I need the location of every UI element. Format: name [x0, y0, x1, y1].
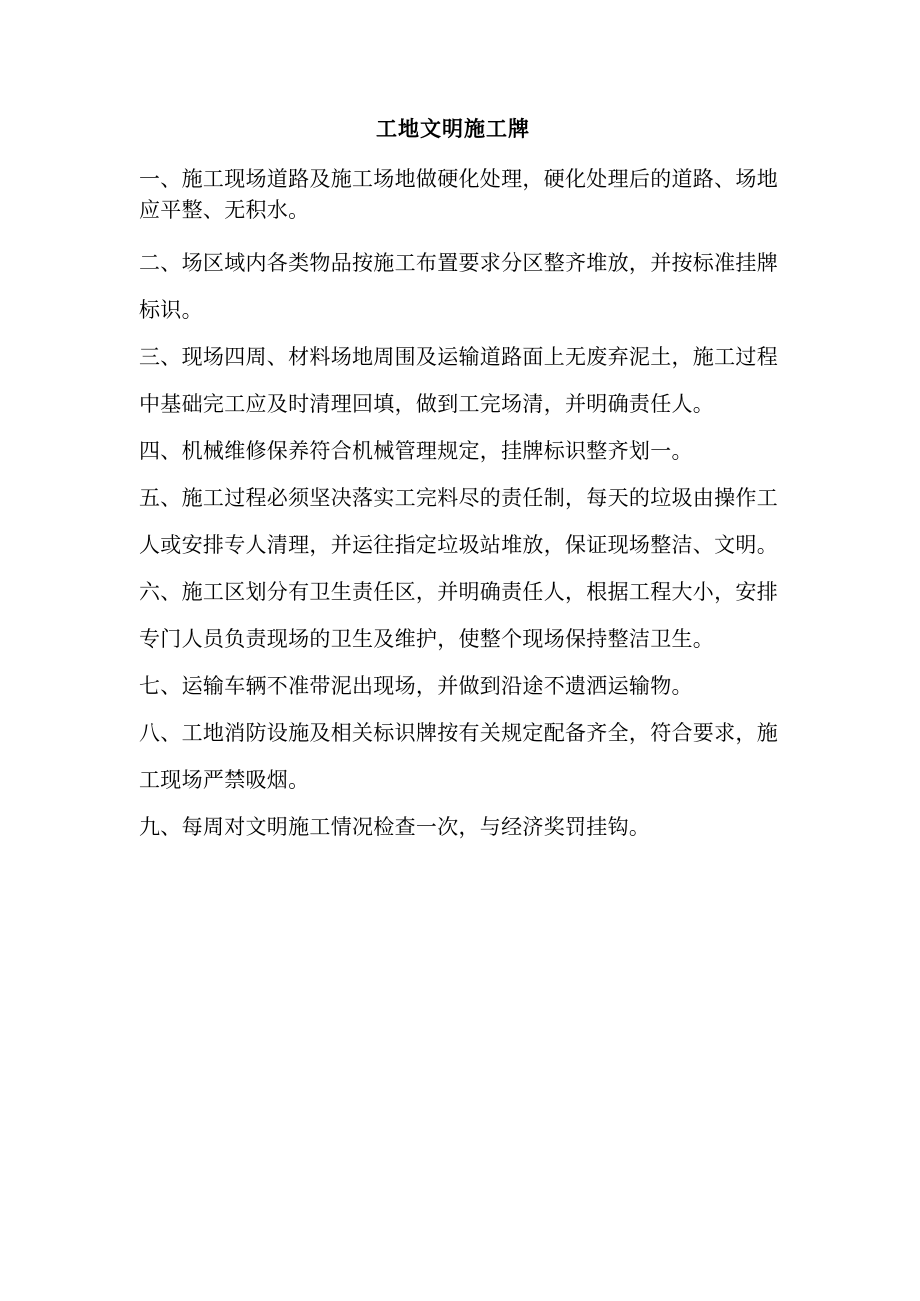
document-title: 工地文明施工牌 — [376, 117, 530, 141]
rule-item-2: 二、场区域内各类物品按施工布置要求分区整齐堆放，并按标准挂牌标识。 — [139, 251, 778, 322]
rule-item-1: 一、施工现场道路及施工场地做硬化处理，硬化处理后的道路、场地应平整、无积水。 — [139, 167, 778, 222]
rule-item-9: 九、每周对文明施工情况检查一次，与经济奖罚挂钩。 — [139, 815, 651, 839]
rule-item-7: 七、运输车辆不准带泥出现场，并做到沿途不遗洒运输物。 — [139, 674, 693, 698]
rules-list — [139, 164, 779, 851]
rule-item-4: 四、机械维修保养符合机械管理规定，挂牌标识整齐划一。 — [139, 439, 693, 463]
rule-item-8: 八、工地消防设施及相关标识牌按有关规定配备齐全，符合要求，施工现场严禁吸烟。 — [139, 721, 778, 792]
rule-item-5: 五、施工过程必须坚决落实工完料尽的责任制，每天的垃圾由操作工人或安排专人清理，并运往指定垃圾站堆放，保证现场整洁、文明。 — [139, 486, 778, 557]
rule-item-6: 六、施工区划分有卫生责任区，并明确责任人，根据工程大小，安排专门人员负责现场的卫生及维护，使整个现场保持整洁卫生。 — [139, 580, 778, 651]
rule-item-3: 三、现场四周、材料场地周围及运输道路面上无废弃泥土，施工过程中基础完工应及时清理回填，做到工完场清，并明确责任人。 — [139, 345, 778, 416]
